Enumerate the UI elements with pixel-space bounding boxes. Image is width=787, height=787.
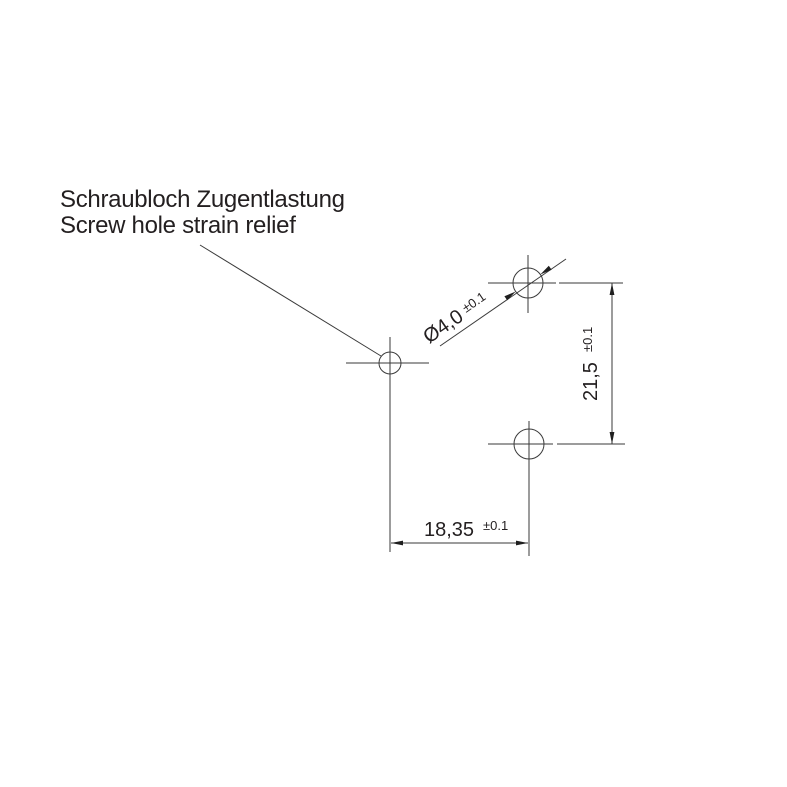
leader-line (200, 245, 381, 356)
horizontal-dimension-tolerance: ±0.1 (483, 518, 509, 533)
horizontal-dimension-arrow-right-icon (516, 541, 528, 546)
vertical-dimension-value: 21,5 (580, 362, 602, 401)
mounting-hole-bottom (488, 421, 625, 556)
mounting-hole-top (488, 255, 623, 313)
drawing-title-english: Screw hole strain relief (60, 212, 296, 239)
drawing-title-german: Schraubloch Zugentlastung (60, 186, 345, 213)
vertical-dimension (580, 283, 614, 444)
diameter-dimension (419, 259, 566, 348)
diameter-arrow-lower-icon (504, 292, 515, 301)
vertical-dimension-arrow-bottom-icon (610, 432, 615, 444)
horizontal-dimension-value: 18,35 (424, 519, 475, 541)
strain-relief-hole (346, 337, 429, 552)
vertical-dimension-tolerance: ±0.1 (580, 326, 595, 352)
diameter-dimension-value: Ø4,0 (419, 305, 468, 349)
horizontal-dimension (391, 518, 528, 545)
vertical-dimension-arrow-top-icon (610, 283, 615, 295)
diameter-dimension-tolerance: ±0.1 (459, 288, 489, 316)
horizontal-dimension-arrow-left-icon (391, 541, 403, 546)
